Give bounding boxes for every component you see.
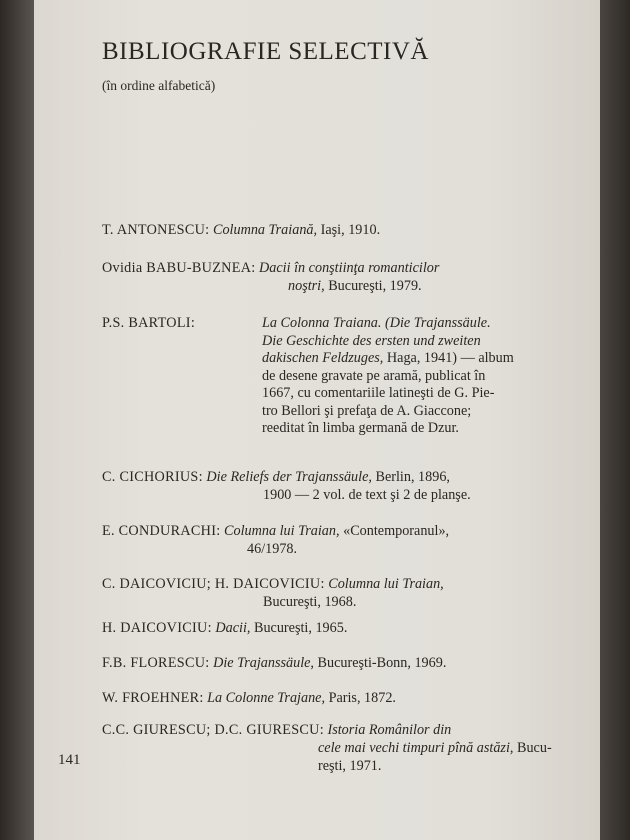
entry-work: La Colonne Trajane, bbox=[207, 690, 326, 706]
entry-author: Ovidia BABU-BUZNEA: bbox=[102, 260, 256, 276]
book-gutter-shadow bbox=[0, 0, 34, 840]
bibliography-entry bbox=[102, 576, 444, 594]
entry-line: dakischen Feldzuges, bbox=[262, 350, 384, 366]
bibliography-entry bbox=[102, 469, 450, 487]
entry-line: de desene gravate pe aramă, publicat în bbox=[262, 367, 486, 384]
bibliography-entry-continuation bbox=[247, 541, 297, 559]
entry-details: Bucureşti, 1979. bbox=[324, 278, 422, 294]
entry-author: E. CONDURACHI: bbox=[102, 523, 221, 539]
bibliography-entry bbox=[102, 722, 451, 740]
bibliography-entry bbox=[102, 315, 195, 333]
entry-details: Bucureşti-Bonn, 1969. bbox=[313, 655, 447, 671]
entry-details: Bucureşti, 1965. bbox=[250, 620, 348, 636]
bibliography-entry-continuation bbox=[263, 487, 471, 505]
entry-line: reeditat în limba germană de Dzur. bbox=[262, 420, 459, 436]
entry-line: tro Bellori şi prefaţa de A. Giaccone; bbox=[262, 402, 472, 419]
page-subtitle: (în ordine alfabetică) bbox=[102, 78, 216, 93]
bibliography-entry bbox=[102, 690, 396, 708]
entry-details: Berlin, 1896, bbox=[371, 469, 450, 485]
entry-author: P.S. BARTOLI: bbox=[102, 315, 196, 331]
page-title: BIBLIOGRAFIE SELECTIVĂ bbox=[102, 38, 429, 65]
entry-work: Columna Traiană, bbox=[212, 222, 318, 238]
entry-work: Columna lui Traian, bbox=[224, 523, 340, 539]
entry-details: reşti, 1971. bbox=[318, 758, 382, 774]
entry-details: 1900 — 2 vol. de text şi 2 de planşe. bbox=[263, 487, 471, 503]
entry-line: Haga, 1941) — album bbox=[383, 350, 514, 366]
entry-line: Die Geschichte des ersten und zweiten bbox=[262, 332, 481, 349]
entry-details: «Contemporanul», bbox=[339, 523, 450, 539]
bibliography-entry bbox=[102, 620, 347, 638]
bibliography-entry bbox=[102, 222, 380, 240]
bibliography-entry bbox=[102, 523, 449, 541]
entry-author: C. CICHORIUS: bbox=[102, 469, 203, 485]
bibliography-entry-body bbox=[262, 315, 542, 438]
entry-details: Bucu- bbox=[513, 740, 552, 756]
entry-work: Istoria Românilor din bbox=[327, 722, 452, 738]
entry-author: T. ANTONESCU: bbox=[102, 222, 210, 238]
entry-line: 1667, cu comentariile latineşti de G. Pie- bbox=[262, 385, 495, 401]
bibliography-entry-continuation bbox=[288, 278, 422, 296]
page-number: 141 bbox=[58, 752, 81, 768]
bibliography-entry-continuation bbox=[318, 758, 381, 776]
entry-work: Die Trajanssäule, bbox=[213, 655, 314, 671]
entry-work: Die Reliefs der Trajanssäule, bbox=[206, 469, 372, 485]
entry-work: cele mai vechi timpuri pînă astăzi, bbox=[318, 740, 514, 756]
page-edge-shadow bbox=[600, 0, 630, 840]
entry-work: Columna lui Traian, bbox=[328, 576, 444, 592]
entry-author: F.B. FLORESCU: bbox=[102, 655, 210, 671]
entry-details: 46/1978. bbox=[247, 541, 298, 557]
entry-author: C.C. GIURESCU; D.C. GIURESCU: bbox=[102, 722, 324, 738]
entry-author: W. FROEHNER: bbox=[102, 690, 204, 706]
bibliography-entry bbox=[102, 655, 446, 673]
entry-author: H. DAICOVICIU: bbox=[102, 620, 212, 636]
entry-work: noştri, bbox=[288, 278, 325, 294]
entry-details: Iaşi, 1910. bbox=[317, 222, 381, 238]
entry-details: Paris, 1872. bbox=[325, 690, 396, 706]
entry-details: Bucureşti, 1968. bbox=[263, 594, 357, 610]
entry-work: Dacii, bbox=[215, 620, 251, 636]
entry-author: C. DAICOVICIU; H. DAICOVICIU: bbox=[102, 576, 325, 592]
entry-work: Dacii în conştiinţa romanticilor bbox=[259, 260, 440, 276]
bibliography-entry-continuation bbox=[318, 740, 552, 758]
bibliography-entry bbox=[102, 260, 439, 278]
entry-line: La Colonna Traiana. (Die Trajanssäule. bbox=[262, 315, 491, 331]
bibliography-entry-continuation bbox=[263, 594, 356, 612]
